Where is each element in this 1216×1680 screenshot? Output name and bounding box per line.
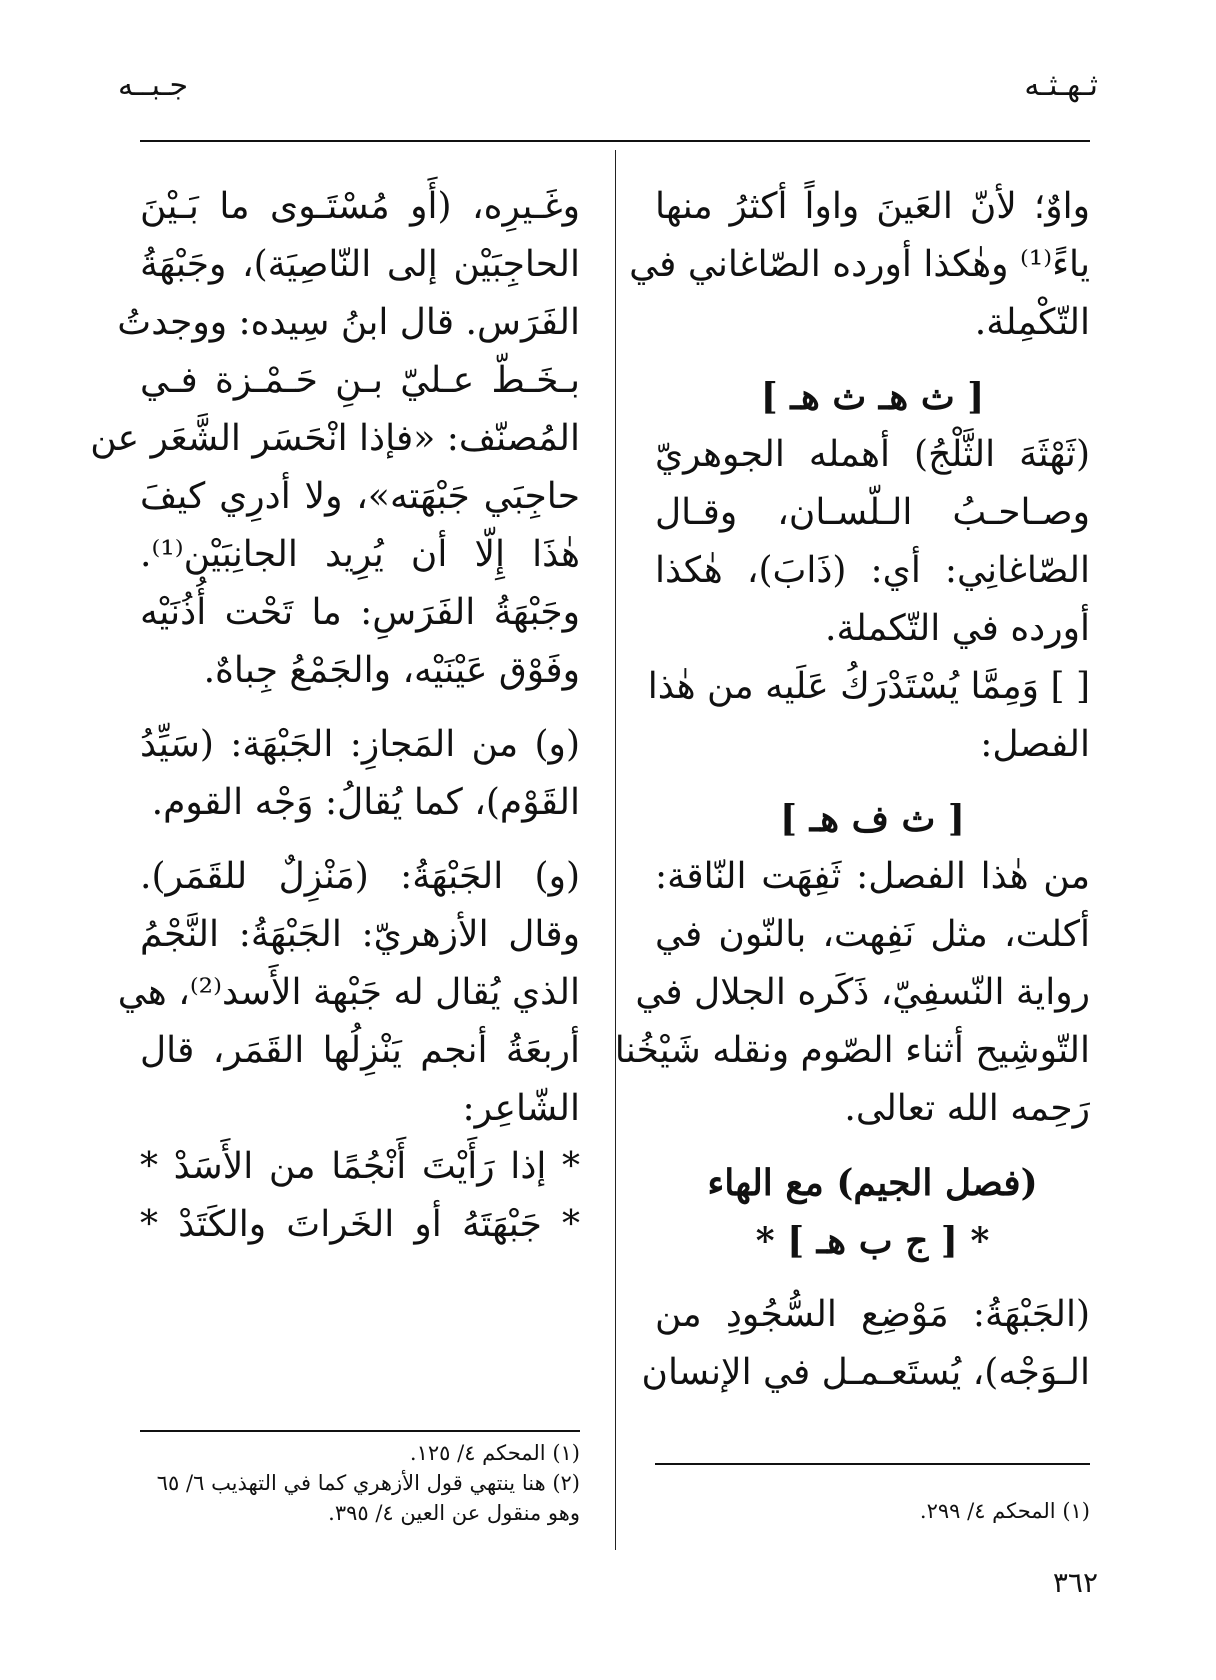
text-line: الذي يُقال له جَبْهة الأَسد⁽²⁾، هي (117, 972, 580, 1013)
text-line: (الجَبْهَةُ: مَوْضِع السُّجُودِ من (655, 1294, 1090, 1335)
text-line: التّكْمِلة. (974, 302, 1090, 343)
text-line: وصـاحـبُ الـلّسـان، وقـال (655, 492, 1090, 533)
text-line: أربعَةُ أنجم يَنْزِلُها القَمَر، قال (140, 1030, 580, 1071)
text-line: رواية النّسفِيّ، ذَكَره الجلال في (635, 972, 1090, 1013)
entry-heading: * [ ج ب هـ ] * (755, 1220, 990, 1262)
text-line: رَحِمه الله تعالى. (844, 1088, 1090, 1129)
text-line: الصّاغانِي: أي: (ذَابَ)، هٰكذا (655, 550, 1090, 591)
header-rule (140, 140, 1090, 142)
entry-heading: [ ث ف هـ ] (780, 798, 965, 840)
text-line: ياءً⁽¹⁾ وهٰكذا أورده الصّاغاني في (629, 244, 1090, 285)
text-line: الشّاعِر: (462, 1088, 580, 1129)
footnote-rule (655, 1463, 1090, 1465)
text-line: الحاجِبَيْن إلى النّاصِيَة)، وجَبْهَةُ (140, 244, 580, 285)
text-line: واوٌ؛ لأنّ العَينَ واواً أكثرُ منها (655, 186, 1090, 227)
text-line: وقال الأزهريّ: الجَبْهَةُ: النَّجْمُ (140, 914, 580, 955)
text-line: وفَوْق عَيْنَيْه، والجَمْعُ جِباهٌ. (203, 650, 580, 691)
text-line: (ثَهْثَهَ الثَّلْجُ) أهمله الجوهريّ (655, 434, 1090, 475)
column-divider (615, 150, 616, 1550)
text-line: أورده في التّكملة. (825, 608, 1090, 649)
footnote: (٢) هنا ينتهي قول الأزهري كما في التهذيب ٦/ ٦٥ (156, 1471, 580, 1495)
footnotes-right (655, 1496, 1090, 1526)
page-number: ٣٦٢ (1052, 1566, 1098, 1599)
text-line: التّوشِيح أثناء الصّوم ونقله شَيْخُنا (614, 1030, 1090, 1071)
text-line: بـخَـطّ عـليّ بـنِ حَـمْـزة فـي (140, 360, 580, 401)
text-line: وغَـيرِه، (أَو مُسْتَـوى ما بَـيْنَ (140, 186, 580, 227)
left-column (90, 178, 580, 1254)
text-line: القَوْم)، كما يُقالُ: وَجْه القوم. (151, 782, 580, 823)
footnote: (١) المحكم ٤/ ١٢٥. (409, 1441, 580, 1465)
entry-heading: [ ث هـ ث هـ ] (760, 376, 985, 418)
text-line: هٰذَا إِلّا أن يُرِيد الجانِبَيْن⁽¹⁾. (140, 534, 580, 575)
text-line: الفصل: (980, 724, 1090, 765)
footnote-rule (140, 1430, 580, 1432)
text-line: [ ] وَمِمَّا يُسْتَدْرَكُ عَلَيه من هٰذا (647, 666, 1090, 707)
text-line: الـوَجْه)، يُستَعـمـل في الإنسان (641, 1352, 1090, 1393)
verse-line: * جَبْهَتَهُ أو الخَراتَ والكَتَدْ * (140, 1204, 580, 1245)
text-line: من هٰذا الفصل: ثَفِهَت النّاقة: (655, 856, 1090, 897)
right-column (614, 178, 1090, 1402)
running-head-right: ثـهـثـه (1024, 68, 1098, 103)
footnotes-left (140, 1438, 580, 1528)
footnote: وهو منقول عن العين ٤/ ٣٩٥. (328, 1501, 580, 1525)
text-line: (و) من المَجازِ: الجَبْهَة: (سَيِّدُ (140, 724, 580, 765)
text-line: وجَبْهَةُ الفَرَسِ: ما تَحْت أُذُنَيْه (140, 592, 580, 633)
verse-line: * إذا رَأَيْتَ أَنْجُمًا من الأَسَدْ * (140, 1146, 580, 1187)
section-heading: (فصل الجيم) مع الهاء (707, 1162, 1038, 1204)
text-line: أكلت، مثل نَفِهت، بالنّون في (655, 914, 1090, 955)
text-line: (و) الجَبْهَةُ: (مَنْزِلٌ للقَمَر). (140, 856, 580, 897)
running-head-left: جـبــه (118, 68, 189, 103)
footnote: (١) المحكم ٤/ ٢٩٩. (919, 1499, 1090, 1523)
text-line: المُصنّف: «فإذا انْحَسَر الشَّعَر عن (90, 418, 580, 459)
text-line: حاجِبَي جَبْهَته»، ولا أدرِي كيفَ (140, 476, 580, 517)
text-line: الفَرَس. قال ابنُ سِيده: ووجدتُ (117, 302, 580, 343)
